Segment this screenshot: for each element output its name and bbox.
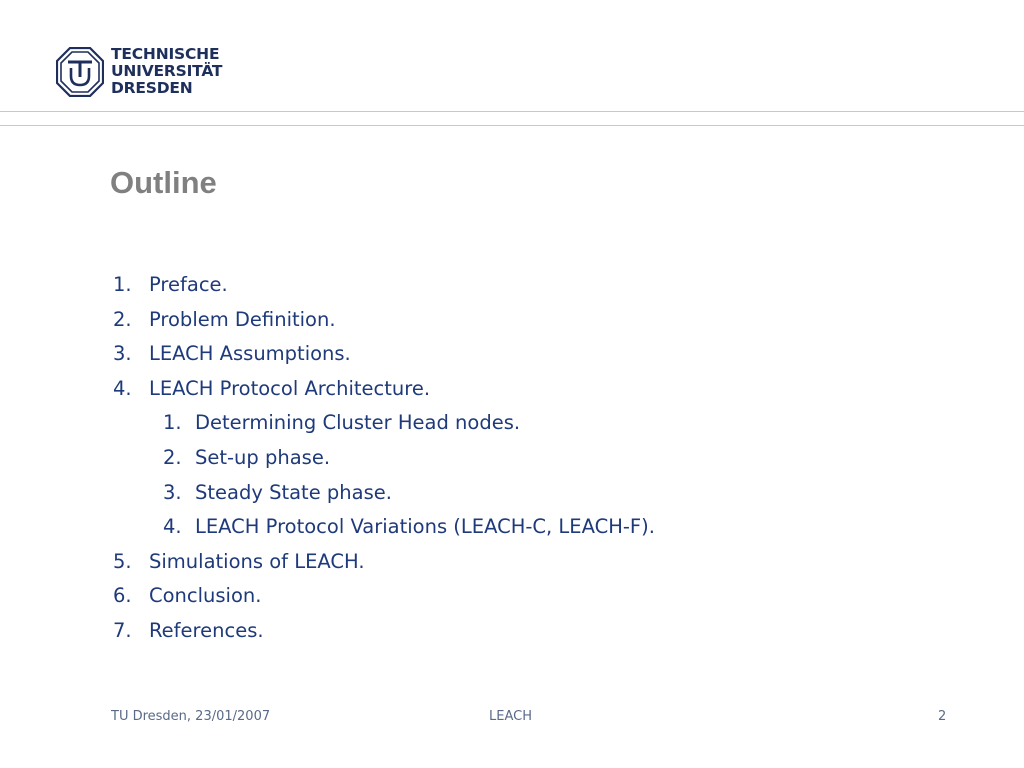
outline-item xyxy=(113,303,655,338)
outline-subitem xyxy=(113,406,655,441)
header-divider-bottom xyxy=(0,125,1024,126)
outline-item xyxy=(113,614,655,649)
outline-item xyxy=(113,337,655,372)
outline-item xyxy=(113,579,655,614)
outline-item-label: Simulations of LEACH. xyxy=(149,549,365,573)
outline-item-number: 2. xyxy=(113,307,132,331)
tu-dresden-logo-icon xyxy=(56,47,104,97)
outline-item-number: 6. xyxy=(113,584,132,608)
outline-item-label: LEACH Assumptions. xyxy=(149,342,351,366)
outline-subitem xyxy=(113,441,655,476)
slide-title: Outline xyxy=(110,165,217,200)
outline-subitem-label: Steady State phase. xyxy=(195,480,392,504)
university-name-line-3: DRESDEN xyxy=(111,79,193,97)
outline-subitem xyxy=(113,476,655,511)
university-name xyxy=(111,46,222,97)
footer-title: LEACH xyxy=(489,709,532,724)
outline-item-number: 7. xyxy=(113,618,132,642)
header-divider-top xyxy=(0,111,1024,112)
outline-subitem-number: 2. xyxy=(163,445,182,469)
page-number: 2 xyxy=(938,709,947,724)
outline-item xyxy=(113,545,655,580)
outline-item xyxy=(113,372,655,407)
footer-institution-date: TU Dresden, 23/01/2007 xyxy=(111,709,271,724)
outline-item-label: Conclusion. xyxy=(149,584,262,608)
outline-subitem-number: 1. xyxy=(163,411,182,435)
university-name-line-2: UNIVERSITÄT xyxy=(111,62,223,80)
outline-item-label: References. xyxy=(149,618,264,642)
outline-item-number: 1. xyxy=(113,273,132,296)
outline-item-number: 5. xyxy=(113,549,132,573)
outline-subitem-number: 3. xyxy=(163,480,182,504)
outline-item xyxy=(113,268,655,303)
outline-item-label: Preface. xyxy=(149,273,228,296)
outline-subitem-label: Determining Cluster Head nodes. xyxy=(195,411,521,435)
outline-subitem xyxy=(113,510,655,545)
outline-subitem-label: Set-up phase. xyxy=(195,445,331,469)
outline-subitem-label: LEACH Protocol Variations (LEACH-C, LEACH-F). xyxy=(195,515,655,539)
outline-item-number: 3. xyxy=(113,342,132,366)
outline-item-label: Problem Definition. xyxy=(149,307,336,331)
outline-item-number: 4. xyxy=(113,376,132,400)
outline-list xyxy=(113,268,655,649)
outline-subitem-number: 4. xyxy=(163,515,182,539)
university-name-line-1: TECHNISCHE xyxy=(111,45,220,63)
outline-item-label: LEACH Protocol Architecture. xyxy=(149,376,431,400)
